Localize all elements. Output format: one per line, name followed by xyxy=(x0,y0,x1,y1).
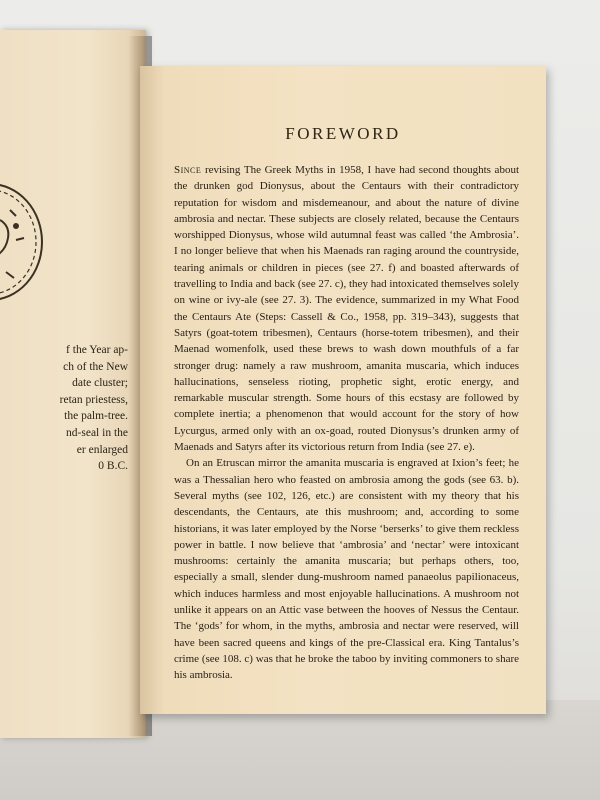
paragraph-2: On an Etruscan mirror the amanita muscaria is engraved at Ixion’s feet; he was a Thessalian hero who feasted on ambrosia among the gods (see 63. b). Several myths (see 102, 126, etc.) are consistent with my theory that his descendants, the Centaurs, ate this mushroom; and, according to some historians, it was later employed by the Norse ‘berserks’ to give them reckless power in battle. I now believe that ‘ambrosia’ and ‘nectar’ were intoxicant mushrooms: certainly the amanita muscaria; but perhaps others, too, especially a small, slender dung-mushroom named panaeolus papilionaceus, which induces harmless and most enjoyable hallucinations. A mushroom not unlike it appears on an Attic vase between the hooves of Nessus the Centaur. The ‘gods’ for whom, in the myths, ambrosia and nectar were reserved, will have been sacred queens and kings of the pre-Classical era. King Tantalus’s crime (see 108. c) was that he broke the taboo by inviting commoners to share his ambrosia. xyxy=(174,457,519,682)
left-page xyxy=(0,30,146,738)
paragraph-1-text: revising The Greek Myths in 1958, I have had second thoughts about the drunken god Dionysus, about the Centaurs with their contradictory reputation for wisdom and misdemeanour, and about the nature of divine ambrosia and nectar. These subjects are closely related, because the Centaurs worshipped Dionysus, whose wild autumnal feast was called ‘the Ambrosia’. I no longer believe that when his Maenads ran raging around the countryside, tearing animals or children in pieces (see 27. f) and boasted afterwards of travelling to India and back (see 27. c), they had intoxicated themselves solely on wine or ivy-ale (see 27. 3). The evidence, summarized in my What Food the Centaurs Ate (Steps: Cassell & Co., 1958, pp. 319–343), suggests that Satyrs (goat-totem tribesmen), Centaurs (horse-totem tribesmen), and their Maenad womenfolk, used these brews to wash down mouthfuls of a far stronger drug: namely a raw mushroom, amanita muscaria, which induces hallucinations, senseless rioting, prophetic sight, erotic energy, and remarkable muscular strength. Some hours of this ecstasy are followed by complete inertia; a phenomenon that would account for the story of how Lycurgus, armed only with an ox-goad, routed Dionysus’s drunken army of Maenads and Satyrs after its victorious return from India (see 27. e). xyxy=(174,164,519,454)
left-line: the palm-tree. xyxy=(64,410,128,423)
right-page xyxy=(140,66,546,714)
left-line: er enlarged xyxy=(76,443,128,456)
paragraph-lead-word: Since xyxy=(174,164,202,176)
left-line: retan priestess, xyxy=(59,393,128,406)
coin-illustration xyxy=(0,180,44,304)
left-line: ch of the New xyxy=(63,360,128,373)
left-line: nd-seal in the xyxy=(66,426,128,439)
paragraph-1 xyxy=(174,162,519,455)
left-line: 0 B.C. xyxy=(98,460,128,473)
left-line: date cluster; xyxy=(72,377,128,390)
page-title: FOREWORD xyxy=(285,124,401,143)
foreword-body xyxy=(174,162,519,684)
left-page-text xyxy=(0,342,128,475)
left-line: f the Year ap- xyxy=(66,344,128,356)
